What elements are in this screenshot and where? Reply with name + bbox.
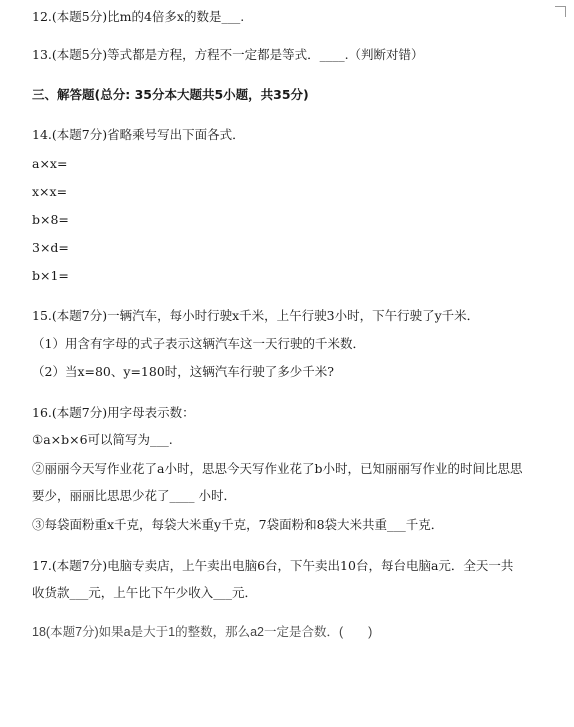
q16-part-1: ①a×b×6可以简写为___. <box>32 432 173 447</box>
q16-part-2: ②丽丽今天写作业花了a小时，思思今天写作业花了b小时，已知丽丽写作业的时间比思思 <box>32 461 523 476</box>
question-18: 18(本题7分)如果a是大于1的整数，那么a2一定是合数．( ) <box>32 625 373 639</box>
q14-item-5: b×1= <box>32 268 69 283</box>
q14-item-1: a×x= <box>32 156 68 171</box>
question-12: 12.(本题5分)比m的4倍多x的数是___. <box>32 9 245 24</box>
question-15: 15.(本题7分)一辆汽车，每小时行驶x千米，上午行驶3小时，下午行驶了y千米． <box>32 308 480 323</box>
section-heading: 三、解答题(总分: 35分本大题共5小题，共35分) <box>32 87 309 102</box>
question-16: 16.(本题7分)用字母表示数： <box>32 405 195 420</box>
q15-part-1: （1）用含有字母的式子表示这辆汽车这一天行驶的千米数． <box>32 336 365 351</box>
q14-item-3: b×8= <box>32 212 69 227</box>
question-17: 17.(本题7分)电脑专卖店，上午卖出电脑6台，下午卖出10台，每台电脑a元．全天一共 <box>32 558 514 573</box>
question-17-continued: 收货款___元，上午比下午少收入___元． <box>32 585 258 600</box>
q16-part-2-continued: 要少，丽丽比思思少花了____ 小时． <box>32 488 236 503</box>
question-13: 13.(本题5分)等式都是方程，方程不一定都是等式．____.（判断对错） <box>32 47 424 62</box>
q16-part-3: ③每袋面粉重x千克，每袋大米重y千克，7袋面粉和8袋大米共重___千克． <box>32 517 444 532</box>
question-14: 14.(本题7分)省略乘号写出下面各式． <box>32 127 245 142</box>
q14-item-2: x×x= <box>32 184 68 199</box>
q15-part-2: （2）当x=80、y=180时，这辆汽车行驶了多少千米? <box>32 364 334 379</box>
q14-item-4: 3×d= <box>32 240 69 255</box>
